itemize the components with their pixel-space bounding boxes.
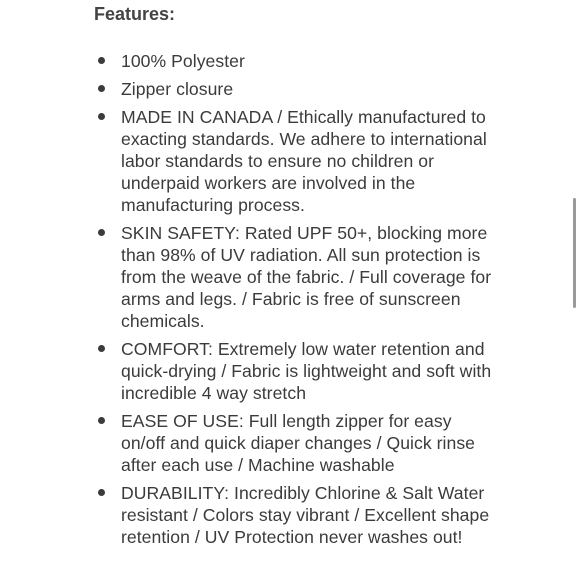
bullet-icon [98,85,105,92]
feature-text: DURABILITY: Incredibly Chlorine & Salt Water resistant / Colors stay vibrant / Excellent shape retention / UV Protection never washes out! [121,483,490,547]
feature-text: EASE OF USE: Full length zipper for easy on/off and quick diaper changes / Quick rinse after each use / Machine washable [121,411,476,475]
feature-item [94,410,494,476]
bullet-icon [98,229,105,236]
bullet-icon [98,345,105,352]
feature-text: MADE IN CANADA / Ethically manufactured to exacting standards. We adhere to international labor standards to ensure no children or underpaid workers are involved in the manufacturing process. [121,107,487,215]
features-list [94,50,494,548]
feature-text: SKIN SAFETY: Rated UPF 50+, blocking more than 98% of UV radiation. All sun protection is from the weave of the fabric. / Full coverage for arms and legs. / Fabric is free of sunscreen chemicals. [121,223,492,331]
features-heading: Features: [94,4,176,24]
bullet-icon [98,417,105,424]
feature-item [94,338,494,404]
feature-item [94,106,494,216]
bullet-icon [98,489,105,496]
feature-text: COMFORT: Extremely low water retention and quick-drying / Fabric is lightweight and soft with incredible 4 way stretch [121,339,492,403]
feature-text: Zipper closure [121,79,234,99]
feature-text: 100% Polyester [121,51,245,71]
scrollbar[interactable] [573,198,576,308]
feature-item [94,222,494,332]
feature-item [94,482,494,548]
bullet-icon [98,113,105,120]
feature-item [94,50,494,72]
bullet-icon [98,57,105,64]
features-section [94,3,494,554]
feature-item [94,78,494,100]
